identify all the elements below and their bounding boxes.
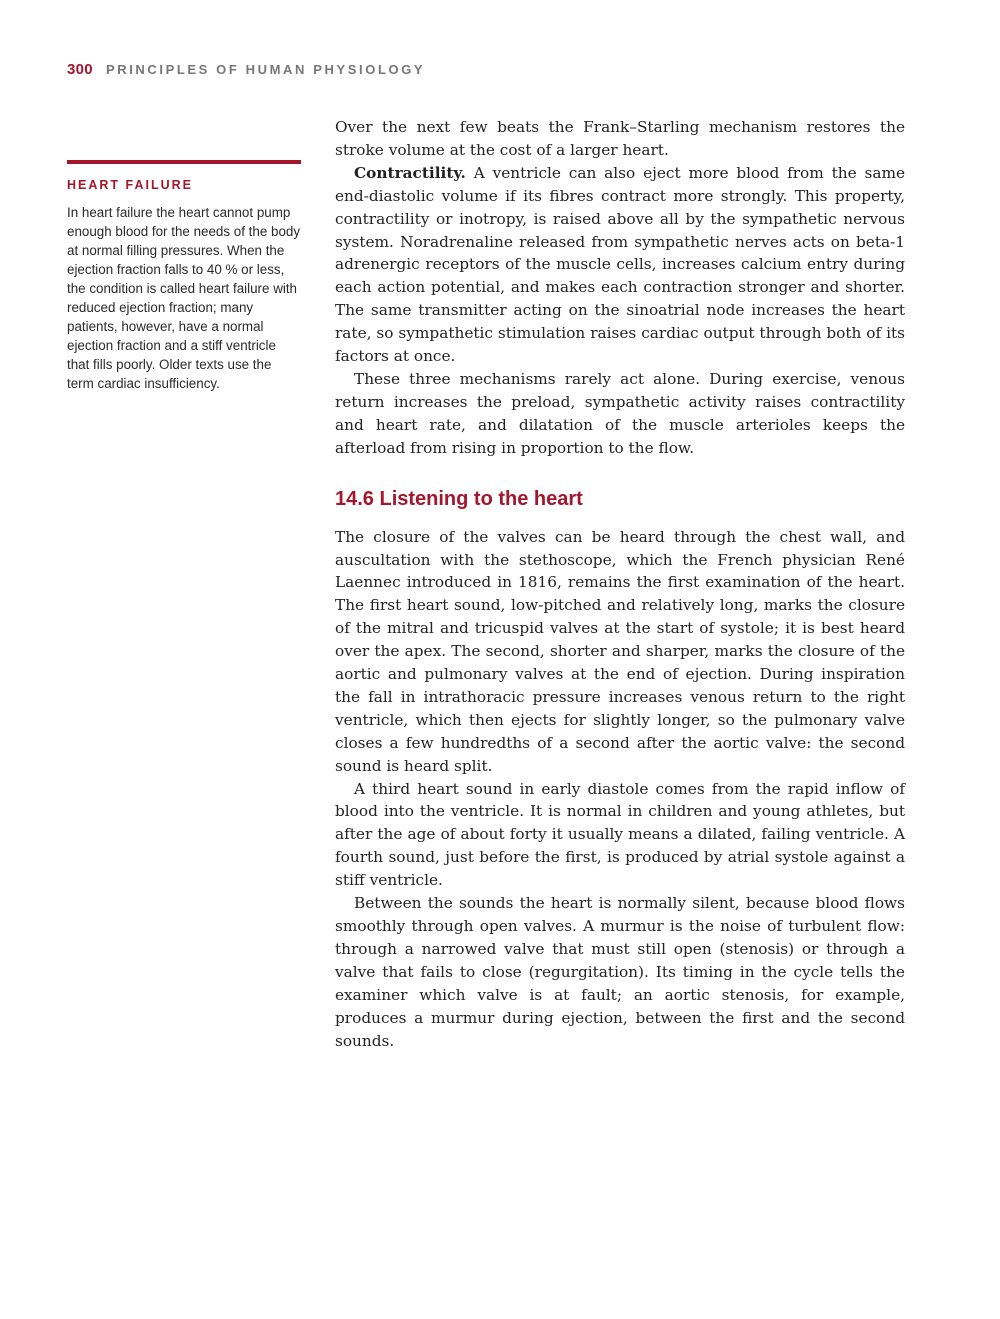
sidebar-heading: HEART FAILURE	[67, 178, 193, 192]
paragraph: These three mechanisms rarely act alone. During exercise, venous return increases the preload, sympathetic activity raises contractility and heart rate, and dilatation of the muscle arterioles keeps the afterload from rising in proportion to the flow.	[335, 369, 905, 457]
paragraph: Between the sounds the heart is normally silent, because blood flows smoothly through open valves. A murmur is the noise of turbulent flow: through a narrowed valve that must still open (stenosis) or through a valve that fails to close (regurgitation). Its timing in the cycle tells the examiner which valve is at fault; an aortic stenosis, for example, produces a murmur during ejection, between the first and the second sounds.	[335, 894, 905, 1050]
paragraph-text: A ventricle can also eject more blood from the same end-diastolic volume if its fibres contract more strongly. This property, contractility or inotropy, is raised above all by the sympathetic nervous system. Noradrenaline released from sympathetic nerves acts on beta-1 adrenergic receptors of the muscle cells, increases calcium entry during each action potential, and makes each contraction stronger and shorter. The same transmitter acting on the sinoatrial node increases the heart rate, so sympathetic stimulation raises cardiac output through both of its factors at once.	[335, 163, 905, 366]
sidebar-rule	[67, 160, 301, 164]
paragraph: A third heart sound in early diastole comes from the rapid inflow of blood into the ventricle. It is normal in children and young athletes, but after the age of about forty it usually means a dilated, failing ventricle. A fourth sound, just before the first, is produced by atrial systole against a stiff ventricle.	[335, 779, 905, 890]
sidebar-text: In heart failure the heart cannot pump enough blood for the needs of the body at normal filling pressures. When the ejection fraction falls to 40 % or less, the condition is called heart failure with reduced ejection fraction; many patients, however, have a normal ejection fraction and a stiff ventricle that fills poorly. Older texts use the term cardiac insufficiency.	[67, 205, 301, 391]
running-head	[67, 61, 425, 78]
main-text-column	[335, 116, 905, 1052]
paragraph: The closure of the valves can be heard through the chest wall, and auscultation with the stethoscope, which the French physician René Laennec introduced in 1816, remains the first examination of the heart. The first heart sound, low-pitched and relatively long, marks the closure of the mitral and tricuspid valves at the start of systole; it is best heard over the apex. The second, shorter and sharper, marks the closure of the aortic and pulmonary valves at the end of ejection. During inspiration the fall in intrathoracic pressure increases venous return to the right ventricle, which then ejects for slightly longer, so the pulmonary valve closes a few hundredths of a second after the aortic valve: the second sound is heard split.	[335, 527, 905, 775]
paragraph-contractility	[335, 162, 905, 368]
paragraph: Over the next few beats the Frank–Starling mechanism restores the stroke volume at the cost of a larger heart.	[335, 118, 905, 159]
sidebar-box	[67, 160, 301, 393]
run-in-heading: Contractility.	[354, 163, 466, 182]
section-heading: 14.6 Listening to the heart	[335, 487, 583, 510]
page-number: 300	[67, 61, 93, 78]
book-title: PRINCIPLES OF HUMAN PHYSIOLOGY	[105, 62, 426, 77]
